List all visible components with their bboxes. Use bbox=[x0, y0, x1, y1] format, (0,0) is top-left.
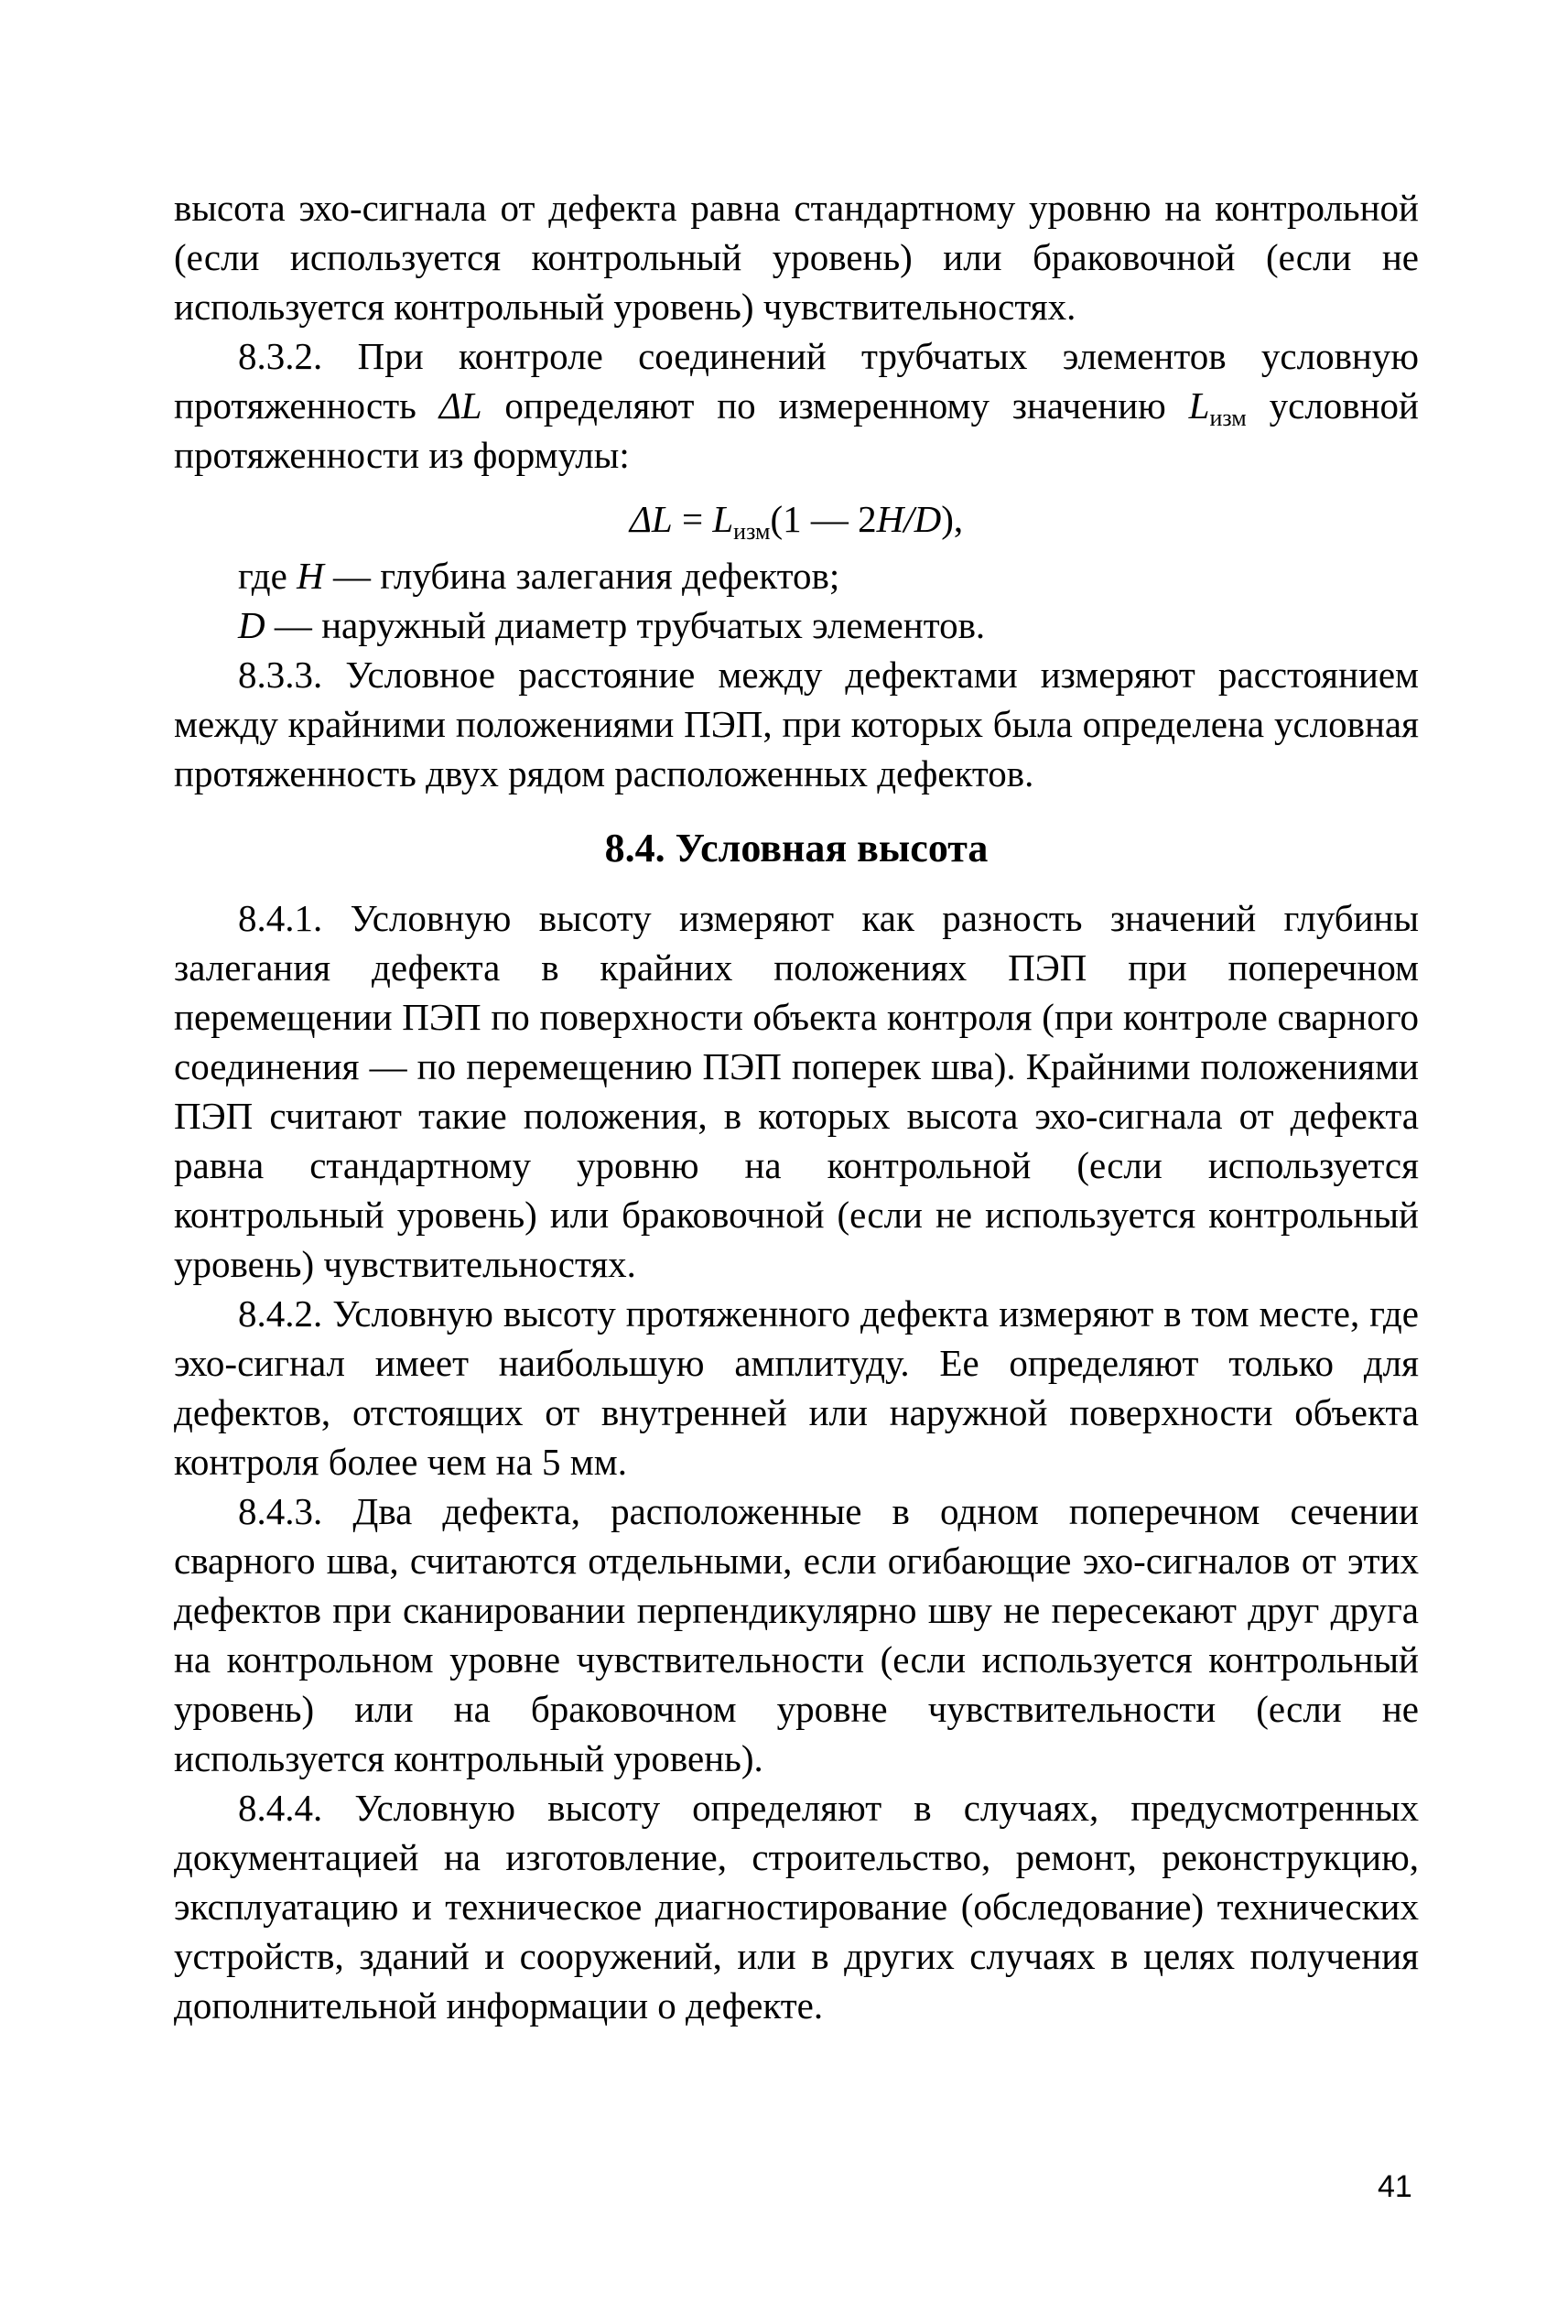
where-h-text: — глубина залегания дефектов; bbox=[323, 555, 840, 597]
section-heading-8-4: 8.4. Условная высота bbox=[604, 826, 989, 870]
formula-lhs: ΔL bbox=[629, 498, 673, 540]
paragraph-8-4-4: 8.4.4. Условную высоту определяют в случаях, предусмотренных документацией на изготовление, строительство, ремонт, реконструкцию, эксплуатацию и техническое диагностирование (обследование) технических устройств, зданий и сооружений, или в других случаях в целях получения дополнительной информации о дефекте. bbox=[174, 1787, 1419, 2027]
paragraph-8-3-2-text-b: определяют по измеренному значению bbox=[481, 384, 1189, 427]
where-d-symbol: D bbox=[238, 604, 265, 646]
formula-where-h bbox=[174, 551, 1419, 600]
formula-where-d bbox=[174, 600, 1419, 650]
paragraph-8-4-3: 8.4.3. Два дефекта, расположенные в одном поперечном сечении сварного шва, считаются отдельными, если огибающие эхо-сигналов от этих дефектов при сканировании перпендикулярно шву не пересекают друг друга на контрольном уровне чувствительности (если используется контрольный уровень) или на браковочном уровне чувствительности (если не используется контрольный уровень). bbox=[174, 1490, 1419, 1779]
paragraph-8-3-2-text-c: условной протяженности из формулы: bbox=[174, 384, 1419, 476]
page-body bbox=[174, 183, 1419, 2030]
formula-equals: = bbox=[672, 498, 713, 540]
l-measured-subscript: изм bbox=[1209, 405, 1247, 431]
where-h-prefix: где bbox=[238, 555, 297, 597]
formula-rest-a: (1 — 2 bbox=[770, 498, 877, 540]
paragraph-continuation: высота эхо-сигнала от дефекта равна стандартному уровню на контрольной (если используется контрольный уровень) или браковочной (если не используется контрольный уровень) чувствительностях. bbox=[174, 187, 1419, 328]
where-h-symbol: H bbox=[297, 555, 324, 597]
paragraph-8-4-1: 8.4.1. Условную высоту измеряют как разность значений глубины залегания дефекта в крайних положениях ПЭП при поперечном перемещении ПЭП по поверхности объекта контроля (при контроле сварного соединения — по перемещению ПЭП поперек шва). Крайними положениями ПЭП считают такие положения, в которых высота эхо-сигнала от дефекта равна стандартному уровню на контрольной (если используется контрольный уровень) или браковочной (если не используется контрольный уровень) чувствительностях. bbox=[174, 897, 1419, 1285]
formula-rest-b: ), bbox=[941, 498, 964, 540]
l-measured-symbol: L bbox=[1188, 384, 1210, 427]
paragraph-8-3-2 bbox=[174, 331, 1419, 480]
paragraph-8-3-3: 8.3.3. Условное расстояние между дефектами измеряют расстоянием между крайними положениями ПЭП, при которых была определена условная протяженность двух рядом расположенных дефектов. bbox=[174, 654, 1419, 794]
formula bbox=[174, 494, 1419, 544]
where-d-text: — наружный диаметр трубчатых элементов. bbox=[265, 604, 986, 646]
formula-subscript: изм bbox=[733, 518, 771, 545]
delta-l-symbol: ΔL bbox=[438, 384, 482, 427]
formula-rest-italic: H/D bbox=[876, 498, 942, 540]
paragraph-8-4-2: 8.4.2. Условную высоту протяженного дефекта измеряют в том месте, где эхо-сигнал имеет наибольшую амплитуду. Ее определяют только для дефектов, отстоящих от внутренней или наружной поверхности объекта контроля более чем на 5 мм. bbox=[174, 1292, 1419, 1483]
page-number: 41 bbox=[1378, 2169, 1412, 2204]
paragraph-8-3-2-text-a: 8.3.2. При контроле соединений трубчатых элементов условную протяженность bbox=[174, 335, 1419, 427]
formula-l: L bbox=[712, 498, 734, 540]
